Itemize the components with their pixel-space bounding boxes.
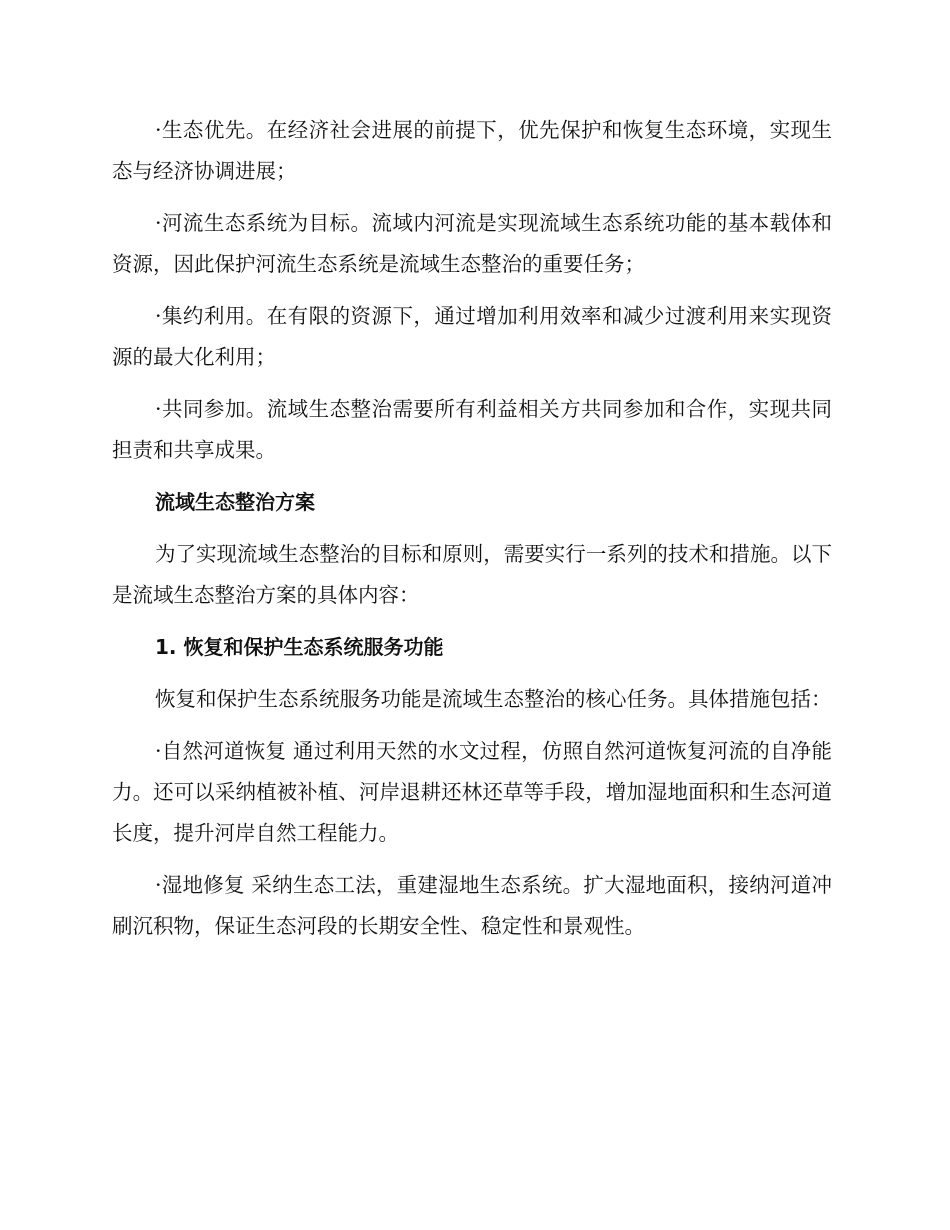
paragraph-intensive-use: ·集约利用。在有限的资源下，通过增加利用效率和减少过渡利用来实现资源的最大化利用； <box>112 304 832 369</box>
paragraph-plan-intro: 为了实现流域生态整治的目标和原则，需要实行一系列的技术和措施。以下是流域生态整治方案的具体内容： <box>112 542 832 607</box>
document-page <box>112 110 832 958</box>
section-heading-plan: 流域生态整治方案 <box>155 490 315 514</box>
subsection-heading-restore-services: 1. 恢复和保护生态系统服务功能 <box>155 635 444 659</box>
paragraph-ecology-priority: ·生态优先。在经济社会进展的前提下，优先保护和恢复生态环境，实现生态与经济协调进展； <box>112 118 832 183</box>
paragraph-joint-participation: ·共同参加。流域生态整治需要所有利益相关方共同参加和合作，实现共同担责和共享成果。 <box>112 397 832 462</box>
paragraph-wetland-restoration: ·湿地修复 采纳生态工法，重建湿地生态系统。扩大湿地面积，接纳河道冲刷沉积物，保证生态河段的长期安全性、稳定性和景观性。 <box>112 873 832 938</box>
paragraph-natural-river-restoration: ·自然河道恢复 通过利用天然的水文过程，仿照自然河道恢复河流的自净能力。还可以采纳植被补植、河岸退耕还林还草等手段，增加湿地面积和生态河道长度，提升河岸自然工程能力。 <box>112 739 832 845</box>
paragraph-restore-services-intro: 恢复和保护生态系统服务功能是流域生态整治的核心任务。具体措施包括： <box>155 687 832 711</box>
paragraph-river-ecosystem-goal: ·河流生态系统为目标。流域内河流是实现流域生态系统功能的基本载体和资源，因此保护河流生态系统是流域生态整治的重要任务； <box>112 211 832 276</box>
